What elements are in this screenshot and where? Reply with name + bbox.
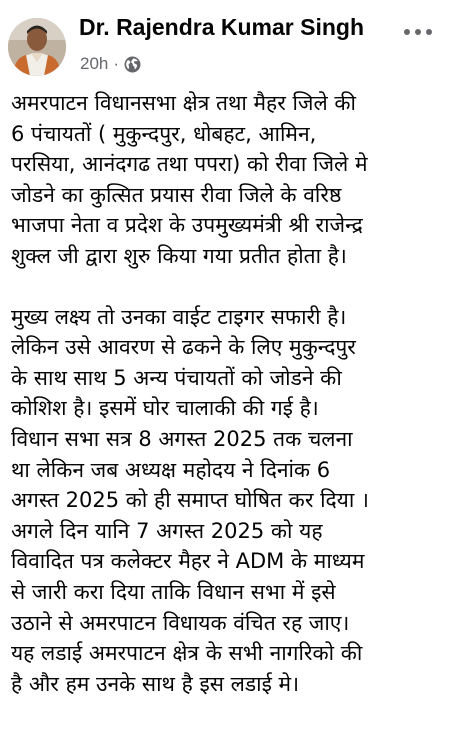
author-avatar[interactable] <box>8 18 66 76</box>
post-text-line: था लेकिन जब अध्यक्ष महोदय ने दिनांक 6 <box>11 457 331 482</box>
more-options-button[interactable] <box>398 20 438 44</box>
more-options-icon-dot <box>426 29 432 35</box>
post-text-line: कोशिश है। इसमें घोर चालाकी की गई है। <box>11 396 319 421</box>
more-options-icon-dot <box>404 29 410 35</box>
post-text-line: विवादित पत्र कलेक्टर मैहर ने ADM के माध्यम <box>11 549 365 574</box>
post-header <box>0 0 450 82</box>
meta-separator: · <box>113 54 120 73</box>
author-name[interactable]: Dr. Rajendra Kumar Singh <box>79 14 365 40</box>
post-text-line: अमरपाटन विधानसभा क्षेत्र तथा मैहर जिले की <box>11 91 356 115</box>
post-meta <box>80 53 141 75</box>
post-text-line: 6 पंचायतों ( मुकुन्दपुर, धोबहट, आमिन, <box>11 121 317 146</box>
post-text-line: यह लडाई अमरपाटन क्षेत्र के सभी नागरिको की <box>11 641 363 666</box>
post-text-line: परसिया, आनंदगढ तथा पपरा) को रीवा जिले मे <box>11 152 368 177</box>
avatar-portrait <box>8 18 66 76</box>
post-text-line: उठाने से अमरपाटन विधायक वंचित रह जाए। <box>11 610 350 635</box>
globe-icon[interactable] <box>124 56 141 73</box>
post-text-line: विधान सभा सत्र 8 अगस्त 2025 तक चलना <box>11 426 353 451</box>
post-paragraph <box>11 88 443 272</box>
post-text-line: लेकिन उसे आवरण से ढकने के लिए मुकुन्दपुर <box>11 335 356 360</box>
post-body <box>11 88 443 699</box>
post-paragraph <box>11 302 443 700</box>
post-text-line: के साथ साथ 5 अन्य पंचायतों को जोडने की <box>11 365 342 390</box>
post-text-line: मुख्य लक्ष्य तो उनका वाईट टाइगर सफारी है। <box>11 304 347 329</box>
post-text-line: शुक्ल जी द्वारा शुरु किया गया प्रतीत होता है। <box>11 243 347 268</box>
post-timestamp[interactable]: 20h <box>80 54 109 73</box>
post-text-line: से जारी करा दिया ताकि विधान सभा में इसे <box>11 579 336 604</box>
post-text-line: अगस्त 2025 को ही समाप्त घोषित कर दिया । <box>11 488 369 513</box>
post-text-line: अगले दिन यानि 7 अगस्त 2025 को यह <box>11 518 323 543</box>
more-options-icon-dot <box>415 29 421 35</box>
post-text-line: है और हम उनके साथ है इस लडाई मे। <box>11 671 300 696</box>
post-text-line: भाजपा नेता व प्रदेश के उपमुख्यमंत्री श्री राजेन्द्र <box>11 213 363 238</box>
post-text-line: जोडने का कुत्सित प्रयास रीवा जिले के वरिष्ठ <box>11 182 342 207</box>
